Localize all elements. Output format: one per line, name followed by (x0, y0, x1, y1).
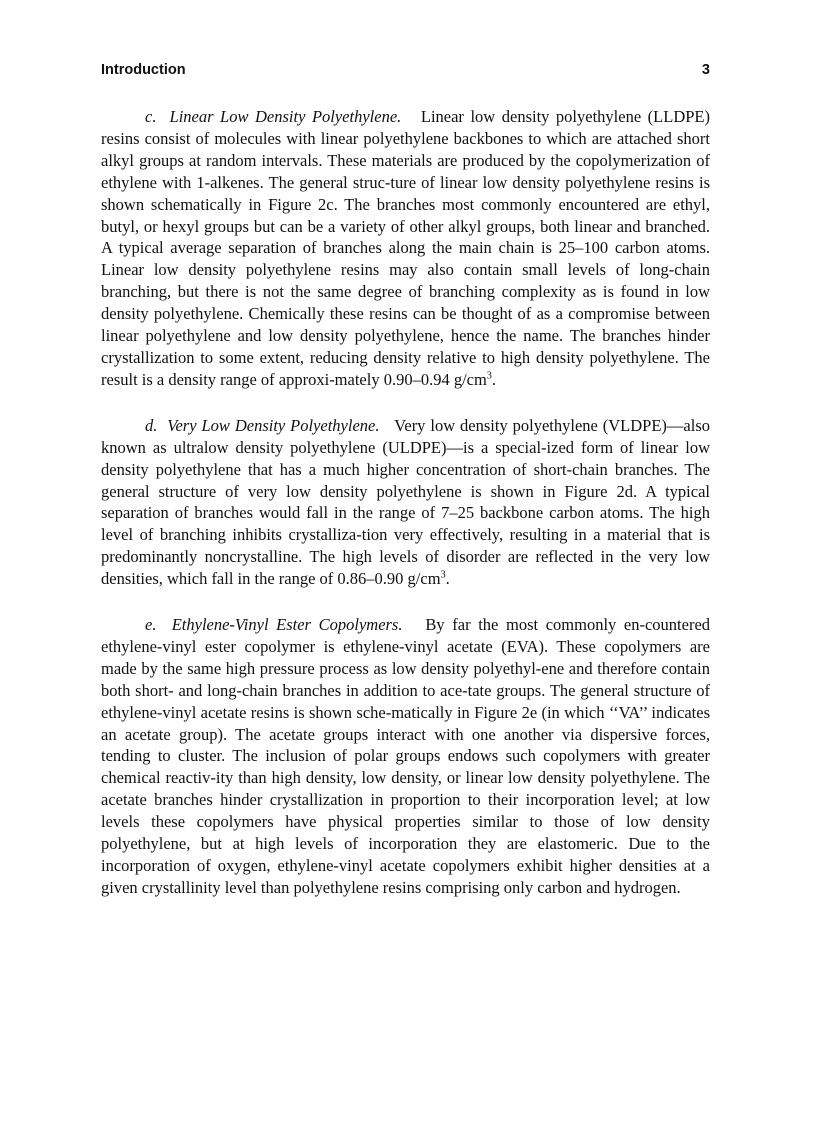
section-e-paragraph (101, 614, 710, 899)
section-d-paragraph (101, 415, 710, 590)
page-number: 3 (701, 62, 710, 78)
section-d-title: Very Low Density Polyethylene. (167, 415, 380, 435)
section-c-paragraph (101, 106, 710, 391)
running-head (101, 62, 710, 78)
page (101, 62, 710, 923)
section-d-body: Very low density polyethylene (VLDPE)—also known as ultralow density polyethylene (ULDPE)—is a special-ized form of linear low density polyethylene that has a much higher concentration of short-chain branches. The general structure of very low density polyethylene is shown in Figure 2d. A typical separation of branches would fall in the range of 7–25 backbone carbon atoms. The high level of branching inhibits crystalliza-tion very effectively, resulting in a material that is predominantly noncrystalline. The high levels of disorder are reflected in the very low densities, which fall in the range of 0.86–0.90 g/cm (101, 415, 711, 589)
section-e-title: Ethylene-Vinyl Ester Copolymers. (171, 615, 403, 635)
section-c-body: Linear low density polyethylene (LLDPE) resins consist of molecules with linear polyethylene backbones to which are attached short alkyl groups at random intervals. These materials are produced by the copolymerization of ethylene with 1-alkenes. The general struc-ture of linear low density polyethylene resins is shown schematically in Figure 2c. The branches most commonly encountered are ethyl, butyl, or hexyl groups but can be a variety of other alkyl groups, both linear and branched. A typical average separation of branches along the main chain is 25–100 carbon atoms. Linear low density polyethylene resins may also contain small levels of long-chain branching, but there is not the same degree of branching complexity as is found in low density polyethylene. Chemically these resins can be thought of as a compromise between linear polyethylene and low density polyethylene, hence the name. The branches hinder crystallization to some extent, reducing density relative to high density polyethylene. The result is a density range of approxi-mately 0.90–0.94 g/cm (101, 107, 711, 389)
section-c-title: Linear Low Density Polyethylene. (169, 107, 402, 126)
section-d-tail: . (445, 569, 450, 589)
section-e-body: By far the most commonly en-countered ethylene-vinyl ester copolymer is ethylene-vinyl acetate (EVA). These copolymers are made by the same high pressure process as low density polyethyl-ene and therefore contain both short- and long-chain branches in addition to ace-tate groups. The general structure of ethylene-vinyl acetate resins is shown sche-matically in Figure 2e (in which ‘‘VA’’ indicates an acetate group). The acetate groups interact with one another via dispersive forces, tending to cluster. The inclusion of polar groups endows such copolymers with greater chemical reactiv-ity than high density, low density, or linear low density polyethylene. The acetate branches hinder crystallization in proportion to their incorporation level; at low levels these copolymers have physical properties similar to those of low density polyethylene, but at high levels of incorporation they are elastomeric. Due to the incorporation of oxygen, ethylene-vinyl acetate copolymers exhibit higher densities at a given crystallinity level than polyethylene resins comprising only carbon and hydrogen. (101, 615, 711, 897)
chapter-title: Introduction (101, 62, 186, 78)
section-c-tail: . (491, 369, 496, 389)
section-e-letter: e. (145, 615, 157, 635)
section-d-superscript: 3 (440, 569, 446, 581)
section-c-superscript: 3 (486, 370, 492, 382)
section-c-letter: c. (145, 107, 157, 126)
section-d-letter: d. (145, 415, 158, 435)
